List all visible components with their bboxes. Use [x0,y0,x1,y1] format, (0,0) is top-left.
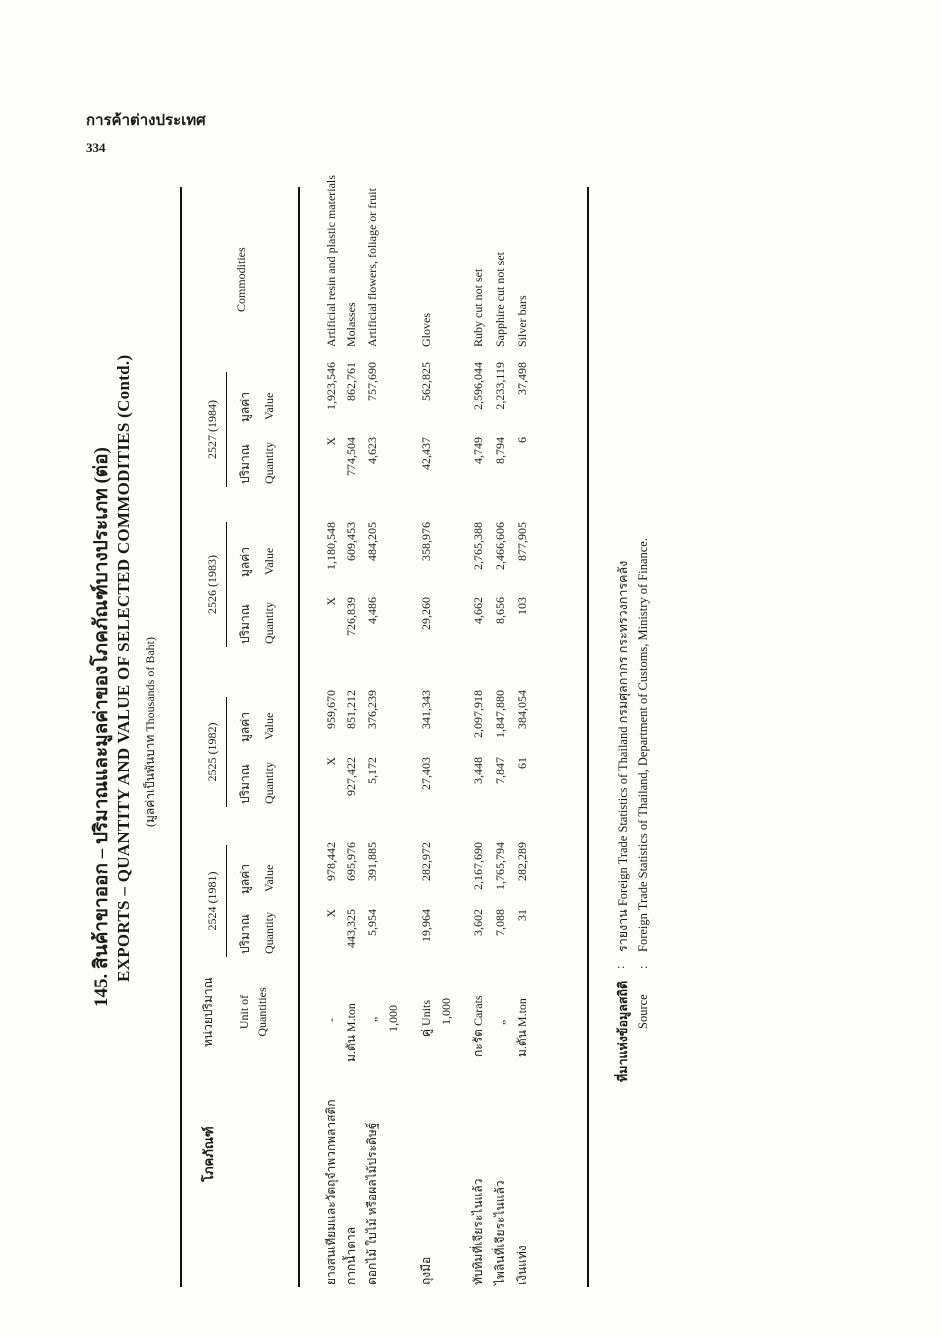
top-rule [180,187,182,1287]
row-thai: ไพลินที่เจียระไนแล้ว [493,1180,507,1285]
bottom-rule [587,187,589,1287]
row-unit-multiplier: 1,000 [386,1005,400,1032]
row-val-1982: 341,343 [419,690,433,729]
row-thai: ถุงมือ [419,1256,433,1285]
row-val-1984: 2,596,044 [471,362,485,410]
table-subtitle: (มูลค่าเป็นพันบาท Thousands of Baht) [143,637,157,827]
row-qty-1981: 31 [515,909,529,921]
page-number: 334 [86,140,106,155]
row-qty-1983: X [324,597,338,606]
header-bottom-rule [298,187,300,1287]
row-qty-1984: 774,504 [344,437,358,476]
row-qty-1983: 8,656 [493,597,507,624]
row-qty-1982: 27,403 [419,757,433,790]
row-qty-1982: 5,172 [365,757,379,784]
row-qty-1984: 8,794 [493,437,507,464]
row-qty-1982: X [324,757,338,766]
source-thai-text: รายงาน Foreign Trade Statistics of Thailand กรมศุลกากร กระทรวงการคลัง [616,560,630,952]
row-val-1981: 695,976 [344,842,358,881]
row-val-1984: 562,825 [419,362,433,401]
row-val-1983: 484,205 [365,522,379,561]
source-thai-label: ที่มาแห่งข้อมูลสถิติ [616,980,630,1082]
header-year-1981: 2524 (1981) [205,871,219,931]
row-val-1984: 862,761 [344,362,358,401]
row-qty-1984: 6 [515,437,529,443]
row-qty-1983: 4,662 [471,597,485,624]
row-val-1981: 282,972 [419,842,433,881]
header-val-thai-1984: มูลค่า [238,391,252,422]
row-commodity-en: Molasses [344,302,358,347]
row-val-1983: 609,453 [344,522,358,561]
row-qty-1983: 29,260 [419,597,433,630]
row-qty-1981: 443,325 [344,909,358,948]
header-qty-thai-1981: ปริมาณ [238,914,252,954]
row-val-1982: 1,847,880 [493,690,507,738]
row-qty-1984: 42,437 [419,437,433,470]
row-qty-1981: 5,954 [365,909,379,936]
source-en-colon: : [636,965,650,969]
year-rule-1984 [226,372,227,487]
header-qty-en-1983: Quantity [262,602,276,644]
header-qty-en-1982: Quantity [262,762,276,804]
header-year-1984: 2527 (1984) [205,400,219,459]
row-val-1983: 2,466,606 [493,522,507,570]
row-val-1984: 1,923,546 [324,362,338,410]
row-qty-1983: 4,486 [365,597,379,624]
row-commodity-en: Sapphire cut not set [493,252,507,347]
year-rule-1983 [226,522,227,647]
row-val-1984: 2,233,119 [493,362,507,410]
header-qty-thai-1983: ปริมาณ [238,604,252,644]
row-val-1983: 877,905 [515,522,529,561]
row-qty-1984: X [324,437,338,446]
row-qty-1984: 4,623 [365,437,379,464]
row-qty-1983: 103 [515,597,529,615]
header-year-1982: 2525 (1982) [205,722,219,782]
row-commodity-en: Silver bars [515,295,529,347]
row-qty-1982: 927,422 [344,757,358,796]
row-val-1984: 37,498 [515,362,529,395]
row-unit: ม.ตัน M.ton [344,1003,358,1062]
table-title-thai: 145. สินค้าขาออก – ปริมาณและมูลค่าของโภคภัณฑ์บางประเภท (ต่อ) [91,447,112,1007]
row-val-1981: 282,289 [515,842,529,881]
row-val-1983: 2,765,388 [471,522,485,570]
header-year-1983: 2526 (1983) [205,555,219,614]
row-thai: กากน้ำตาล [344,1226,358,1285]
row-qty-1982: 61 [515,757,529,769]
row-qty-1984: 4,749 [471,437,485,464]
row-val-1982: 851,212 [344,690,358,729]
header-val-thai-1983: มูลค่า [238,546,252,577]
row-commodity-en: Gloves [419,313,433,347]
row-val-1981: 1,765,794 [493,842,507,890]
row-unit: คู่ Units [419,999,433,1037]
row-qty-1981: 7,088 [493,909,507,936]
header-qty-thai-1982: ปริมาณ [238,764,252,804]
year-rule-1981 [226,845,227,957]
row-unit: กะรัต Carats [471,995,485,1057]
row-qty-1981: X [324,909,338,918]
row-thai: ยางสนเทียมและวัตถุจำพวกพลาสติก [324,1099,338,1285]
header-val-en-1984: Value [262,392,276,420]
section-header: การค้าต่างประเทศ [86,113,206,129]
header-val-thai-1982: มูลค่า [238,711,252,742]
row-thai: ดอกไม้ ใบไม้ หรือผลไม้ประดิษฐ์ [365,1122,379,1285]
row-val-1983: 358,976 [419,522,433,561]
header-unit-en-2: Quantities [255,987,269,1037]
rotated-table-page [30,175,680,1287]
row-val-1982: 959,670 [324,690,338,729]
row-qty-1983: 726,839 [344,597,358,636]
row-thai: เงินแท่ง [515,1245,529,1285]
header-qty-en-1984: Quantity [262,442,276,484]
row-unit: „ [365,1016,379,1022]
row-thai: ทับทิมที่เจียระไนแล้ว [471,1178,485,1285]
row-qty-1982: 3,448 [471,757,485,784]
row-commodity-en: Artificial resin and plastic materials [324,175,338,347]
row-commodity-en: Artificial flowers, foliage or fruit [365,188,379,347]
row-val-1983: 1,180,548 [324,522,338,570]
header-unit-en-1: Unit of [237,994,251,1030]
header-val-en-1981: Value [262,864,276,892]
row-val-1982: 2,097,918 [471,690,485,738]
row-val-1984: 757,690 [365,362,379,401]
row-unit: - [324,1018,338,1022]
header-qty-en-1981: Quantity [262,912,276,954]
header-qty-thai-1984: ปริมาณ [238,444,252,484]
source-thai-colon: : [613,965,627,969]
row-val-1981: 2,167,690 [471,842,485,890]
header-val-thai-1981: มูลค่า [238,863,252,894]
row-unit: ม.ตัน M.ton [515,998,529,1057]
source-en-label: Source [636,994,650,1029]
row-unit-multiplier: 1,000 [439,998,453,1025]
row-qty-1981: 19,964 [419,909,433,942]
header-commodity-thai: โภคภัณฑ์ [201,1126,216,1182]
row-val-1982: 376,239 [365,690,379,729]
source-en-text: Foreign Trade Statistics of Thailand, Department of Customs, Ministry of Finance. [636,538,650,952]
row-val-1982: 384,054 [515,690,529,729]
row-val-1981: 978,442 [324,842,338,881]
row-unit: „ [493,1019,507,1025]
header-commodities-en: Commodities [234,247,248,312]
row-qty-1981: 3,602 [471,909,485,936]
header-val-en-1983: Value [262,547,276,575]
header-unit-thai: หน่วยปริมาณ [201,977,215,1047]
row-commodity-en: Ruby cut not set [471,268,485,347]
year-rule-1982 [226,697,227,807]
row-val-1981: 391,885 [365,842,379,881]
row-qty-1982: 7,847 [493,757,507,784]
table-title-en: EXPORTS – QUANTITY AND VALUE OF SELECTED COMMODITIES (Contd.) [114,354,133,982]
header-val-en-1982: Value [262,712,276,740]
